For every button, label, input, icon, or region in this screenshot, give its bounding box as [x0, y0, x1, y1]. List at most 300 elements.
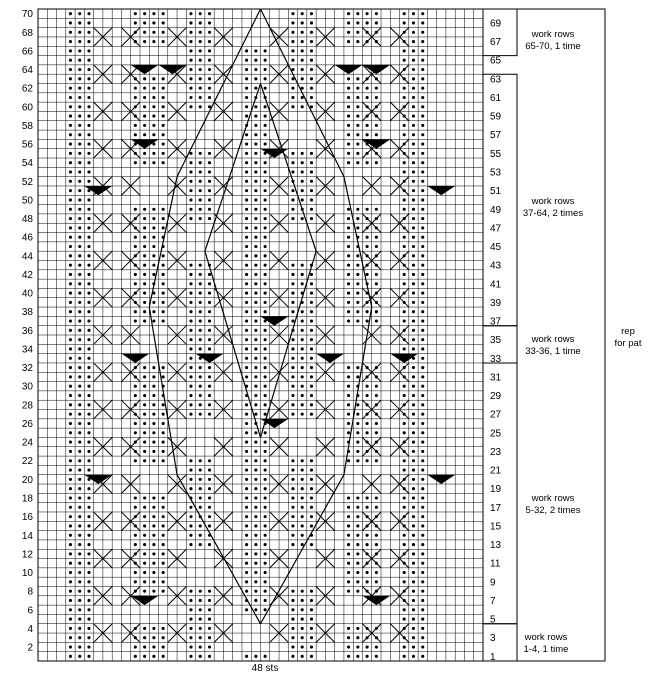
left-row-number: 34	[21, 344, 33, 356]
purl-dot	[366, 310, 369, 313]
purl-dot	[412, 273, 415, 276]
purl-dot	[162, 301, 165, 304]
purl-dot	[301, 105, 304, 108]
purl-dot	[254, 450, 257, 453]
purl-dot	[412, 431, 415, 434]
purl-dot	[356, 506, 359, 509]
purl-dot	[199, 12, 202, 15]
purl-dot	[310, 515, 313, 518]
purl-dot	[199, 329, 202, 332]
purl-dot	[162, 124, 165, 127]
purl-dot	[162, 282, 165, 285]
purl-dot	[143, 21, 146, 24]
purl-dot	[134, 161, 137, 164]
left-row-number: 18	[21, 493, 33, 505]
purl-dot	[69, 524, 72, 527]
purl-dot	[421, 49, 424, 52]
purl-dot	[78, 133, 81, 136]
purl-dot	[189, 152, 192, 155]
purl-dot	[78, 189, 81, 192]
purl-dot	[245, 301, 248, 304]
purl-dot	[189, 608, 192, 611]
purl-dot	[189, 198, 192, 201]
purl-dot	[403, 543, 406, 546]
purl-dot	[375, 96, 378, 99]
purl-dot	[199, 599, 202, 602]
purl-dot	[69, 469, 72, 472]
purl-dot	[254, 338, 257, 341]
purl-dot	[421, 12, 424, 15]
purl-dot	[189, 319, 192, 322]
purl-dot	[310, 21, 313, 24]
purl-dot	[69, 534, 72, 537]
purl-dot	[347, 96, 350, 99]
purl-dot	[199, 217, 202, 220]
purl-dot	[78, 655, 81, 658]
left-row-number: 2	[27, 642, 33, 654]
purl-dot	[291, 515, 294, 518]
purl-dot	[301, 618, 304, 621]
right-row-number: 55	[490, 148, 502, 160]
purl-dot	[69, 12, 72, 15]
purl-dot	[245, 143, 248, 146]
purl-dot	[254, 357, 257, 360]
purl-dot	[301, 329, 304, 332]
purl-dot	[189, 208, 192, 211]
purl-dot	[421, 515, 424, 518]
purl-dot	[245, 506, 248, 509]
purl-dot	[301, 599, 304, 602]
right-row-number: 13	[490, 540, 502, 552]
purl-dot	[69, 198, 72, 201]
purl-dot	[403, 469, 406, 472]
purl-dot	[78, 40, 81, 43]
purl-dot	[310, 170, 313, 173]
purl-dot	[403, 198, 406, 201]
purl-dot	[78, 115, 81, 118]
purl-dot	[78, 31, 81, 34]
left-row-number: 16	[21, 512, 33, 524]
left-row-number: 12	[21, 549, 33, 561]
purl-dot	[421, 590, 424, 593]
purl-dot	[152, 21, 155, 24]
purl-dot	[69, 105, 72, 108]
purl-dot	[69, 431, 72, 434]
purl-dot	[412, 375, 415, 378]
purl-dot	[412, 180, 415, 183]
purl-dot	[291, 357, 294, 360]
purl-dot	[78, 422, 81, 425]
purl-dot	[152, 161, 155, 164]
purl-dot	[87, 198, 90, 201]
purl-dot	[143, 571, 146, 574]
purl-dot	[347, 403, 350, 406]
purl-dot	[69, 385, 72, 388]
purl-dot	[78, 394, 81, 397]
purl-dot	[162, 459, 165, 462]
purl-dot	[189, 524, 192, 527]
purl-dot	[301, 534, 304, 537]
purl-dot	[366, 534, 369, 537]
purl-dot	[310, 413, 313, 416]
purl-dot	[152, 450, 155, 453]
purl-dot	[421, 198, 424, 201]
purl-dot	[412, 403, 415, 406]
purl-dot	[264, 590, 267, 593]
purl-dot	[310, 618, 313, 621]
purl-dot	[152, 413, 155, 416]
purl-dot	[412, 459, 415, 462]
purl-dot	[421, 319, 424, 322]
purl-dot	[421, 264, 424, 267]
purl-dot	[412, 96, 415, 99]
purl-dot	[245, 217, 248, 220]
purl-dot	[403, 496, 406, 499]
purl-dot	[301, 413, 304, 416]
purl-dot	[208, 301, 211, 304]
purl-dot	[254, 385, 257, 388]
purl-dot	[69, 422, 72, 425]
purl-dot	[87, 422, 90, 425]
purl-dot	[375, 236, 378, 239]
purl-dot	[69, 655, 72, 658]
purl-dot	[199, 180, 202, 183]
purl-dot	[208, 627, 211, 630]
purl-dot	[143, 124, 146, 127]
purl-dot	[366, 645, 369, 648]
purl-dot	[301, 87, 304, 90]
purl-dot	[208, 459, 211, 462]
purl-dot	[301, 59, 304, 62]
purl-dot	[310, 524, 313, 527]
purl-dot	[403, 347, 406, 350]
purl-dot	[162, 292, 165, 295]
purl-dot	[412, 571, 415, 574]
left-row-number: 56	[21, 139, 33, 151]
purl-dot	[245, 534, 248, 537]
purl-dot	[69, 636, 72, 639]
purl-dot	[143, 506, 146, 509]
purl-dot	[134, 245, 137, 248]
purl-dot	[78, 608, 81, 611]
right-row-number: 5	[490, 614, 496, 626]
purl-dot	[189, 627, 192, 630]
purl-dot	[356, 580, 359, 583]
purl-dot	[245, 226, 248, 229]
purl-dot	[87, 403, 90, 406]
purl-dot	[356, 12, 359, 15]
purl-dot	[87, 441, 90, 444]
purl-dot	[403, 59, 406, 62]
purl-dot	[375, 580, 378, 583]
purl-dot	[264, 487, 267, 490]
purl-dot	[291, 543, 294, 546]
purl-dot	[245, 562, 248, 565]
purl-dot	[264, 236, 267, 239]
right-row-number: 7	[490, 595, 496, 607]
purl-dot	[254, 59, 257, 62]
purl-dot	[143, 12, 146, 15]
purl-dot	[347, 87, 350, 90]
purl-dot	[152, 87, 155, 90]
purl-dot	[245, 543, 248, 546]
purl-dot	[421, 170, 424, 173]
purl-dot	[291, 366, 294, 369]
purl-dot	[87, 580, 90, 583]
purl-dot	[264, 459, 267, 462]
purl-dot	[189, 599, 192, 602]
purl-dot	[421, 366, 424, 369]
purl-dot	[152, 506, 155, 509]
purl-dot	[291, 469, 294, 472]
purl-dot	[152, 459, 155, 462]
purl-dot	[134, 96, 137, 99]
purl-dot	[421, 59, 424, 62]
right-row-number: 43	[490, 260, 502, 272]
purl-dot	[412, 552, 415, 555]
purl-dot	[162, 645, 165, 648]
purl-dot	[134, 133, 137, 136]
stitch-grid	[38, 9, 483, 661]
purl-dot	[143, 245, 146, 248]
purl-dot	[199, 77, 202, 80]
purl-dot	[403, 208, 406, 211]
purl-dot	[78, 543, 81, 546]
purl-dot	[189, 310, 192, 313]
purl-dot	[78, 496, 81, 499]
purl-dot	[199, 301, 202, 304]
purl-dot	[245, 59, 248, 62]
purl-dot	[347, 645, 350, 648]
purl-dot	[162, 217, 165, 220]
purl-dot	[208, 506, 211, 509]
purl-dot	[189, 170, 192, 173]
purl-dot	[403, 96, 406, 99]
purl-dot	[78, 264, 81, 267]
purl-dot	[356, 105, 359, 108]
left-row-number: 66	[21, 46, 33, 58]
purl-dot	[347, 301, 350, 304]
purl-dot	[347, 133, 350, 136]
purl-dot	[310, 198, 313, 201]
purl-dot	[375, 87, 378, 90]
purl-dot	[152, 124, 155, 127]
purl-dot	[152, 12, 155, 15]
purl-dot	[208, 478, 211, 481]
left-row-number: 20	[21, 474, 33, 486]
purl-dot	[412, 385, 415, 388]
purl-dot	[162, 77, 165, 80]
purl-dot	[245, 87, 248, 90]
purl-dot	[245, 450, 248, 453]
purl-dot	[143, 152, 146, 155]
purl-dot	[310, 31, 313, 34]
purl-dot	[87, 292, 90, 295]
purl-dot	[69, 627, 72, 630]
purl-dot	[87, 636, 90, 639]
purl-dot	[143, 273, 146, 276]
purl-dot	[301, 375, 304, 378]
purl-dot	[254, 152, 257, 155]
purl-dot	[245, 254, 248, 257]
purl-dot	[69, 580, 72, 583]
purl-dot	[421, 524, 424, 527]
purl-dot	[78, 68, 81, 71]
purl-dot	[189, 273, 192, 276]
purl-dot	[347, 31, 350, 34]
purl-dot	[189, 413, 192, 416]
purl-dot	[87, 40, 90, 43]
purl-dot	[412, 124, 415, 127]
purl-dot	[356, 366, 359, 369]
purl-dot	[254, 310, 257, 313]
purl-dot	[78, 571, 81, 574]
purl-dot	[78, 552, 81, 555]
purl-dot	[162, 264, 165, 267]
purl-dot	[291, 96, 294, 99]
purl-dot	[356, 124, 359, 127]
purl-dot	[78, 506, 81, 509]
purl-dot	[264, 273, 267, 276]
purl-dot	[78, 254, 81, 257]
purl-dot	[375, 496, 378, 499]
purl-dot	[403, 534, 406, 537]
purl-dot	[189, 180, 192, 183]
purl-dot	[356, 133, 359, 136]
purl-dot	[412, 161, 415, 164]
purl-dot	[134, 208, 137, 211]
purl-dot	[143, 403, 146, 406]
purl-dot	[421, 273, 424, 276]
purl-dot	[291, 319, 294, 322]
purl-dot	[412, 77, 415, 80]
purl-dot	[310, 385, 313, 388]
purl-dot	[162, 31, 165, 34]
purl-dot	[87, 338, 90, 341]
purl-dot	[366, 385, 369, 388]
purl-dot	[152, 254, 155, 257]
purl-dot	[291, 152, 294, 155]
purl-dot	[291, 496, 294, 499]
purl-dot	[421, 534, 424, 537]
purl-dot	[412, 310, 415, 313]
purl-dot	[245, 245, 248, 248]
purl-dot	[69, 441, 72, 444]
purl-dot	[347, 506, 350, 509]
purl-dot	[254, 87, 257, 90]
note-1-line2: 65-70, 1 time	[525, 41, 581, 52]
purl-dot	[162, 21, 165, 24]
purl-dot	[189, 264, 192, 267]
purl-dot	[356, 543, 359, 546]
purl-dot	[143, 254, 146, 257]
purl-dot	[69, 226, 72, 229]
purl-dot	[208, 161, 211, 164]
purl-dot	[291, 506, 294, 509]
purl-dot	[208, 12, 211, 15]
purl-dot	[143, 590, 146, 593]
purl-dot	[143, 161, 146, 164]
purl-dot	[152, 31, 155, 34]
purl-dot	[162, 105, 165, 108]
purl-dot	[152, 394, 155, 397]
purl-dot	[152, 152, 155, 155]
purl-dot	[87, 329, 90, 332]
purl-dot	[291, 31, 294, 34]
purl-dot	[421, 552, 424, 555]
purl-dot	[189, 12, 192, 15]
purl-dot	[69, 403, 72, 406]
purl-dot	[366, 236, 369, 239]
purl-dot	[143, 375, 146, 378]
purl-dot	[143, 441, 146, 444]
purl-dot	[152, 422, 155, 425]
purl-dot	[301, 506, 304, 509]
purl-dot	[254, 301, 257, 304]
purl-dot	[69, 115, 72, 118]
purl-dot	[78, 366, 81, 369]
purl-dot	[208, 105, 211, 108]
purl-dot	[301, 282, 304, 285]
purl-dot	[310, 105, 313, 108]
purl-dot	[69, 143, 72, 146]
purl-dot	[421, 226, 424, 229]
purl-dot	[134, 12, 137, 15]
purl-dot	[199, 655, 202, 658]
purl-dot	[78, 413, 81, 416]
purl-dot	[152, 366, 155, 369]
purl-dot	[310, 645, 313, 648]
purl-dot	[245, 338, 248, 341]
purl-dot	[264, 450, 267, 453]
purl-dot	[87, 49, 90, 52]
purl-dot	[87, 31, 90, 34]
purl-dot	[347, 431, 350, 434]
purl-dot	[87, 245, 90, 248]
note-3-line1: work rows	[531, 334, 575, 345]
purl-dot	[254, 161, 257, 164]
right-row-number: 27	[490, 409, 502, 421]
purl-dot	[78, 282, 81, 285]
purl-dot	[143, 534, 146, 537]
left-row-number: 46	[21, 232, 33, 244]
purl-dot	[310, 347, 313, 350]
purl-dot	[291, 375, 294, 378]
purl-dot	[69, 515, 72, 518]
purl-dot	[403, 655, 406, 658]
purl-dot	[301, 496, 304, 499]
note-3-line2: 33-36, 1 time	[525, 346, 581, 357]
purl-dot	[162, 627, 165, 630]
purl-dot	[152, 310, 155, 313]
purl-dot	[421, 422, 424, 425]
left-row-number: 4	[27, 623, 33, 635]
purl-dot	[356, 264, 359, 267]
purl-dot	[291, 385, 294, 388]
purl-dot	[87, 105, 90, 108]
purl-dot	[310, 310, 313, 313]
purl-dot	[189, 459, 192, 462]
purl-dot	[291, 618, 294, 621]
purl-dot	[347, 12, 350, 15]
purl-dot	[208, 217, 211, 220]
purl-dot	[291, 59, 294, 62]
purl-dot	[412, 301, 415, 304]
purl-dot	[412, 469, 415, 472]
purl-dot	[310, 338, 313, 341]
purl-dot	[134, 534, 137, 537]
purl-dot	[69, 292, 72, 295]
